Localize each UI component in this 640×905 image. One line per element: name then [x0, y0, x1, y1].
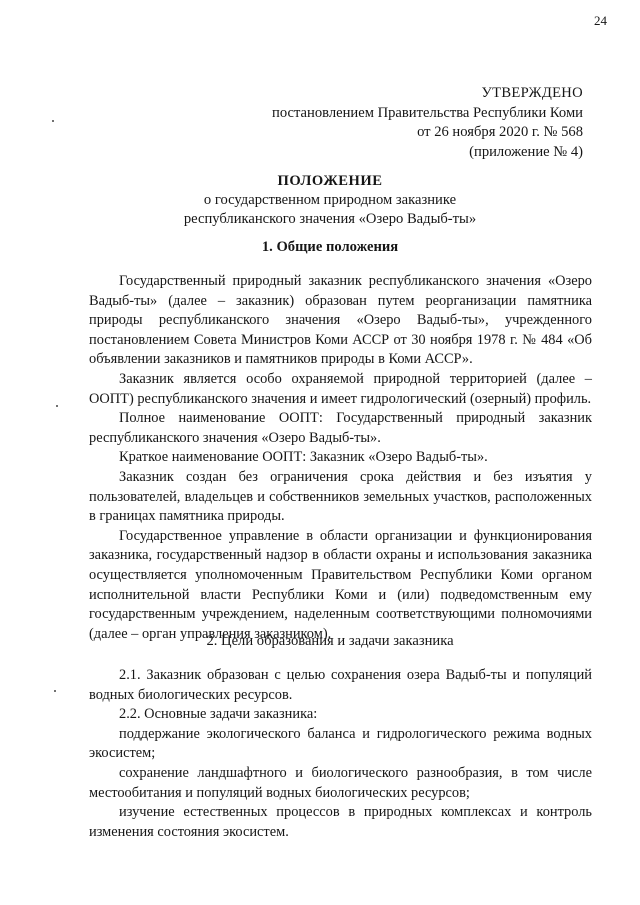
- paragraph: Государственный природный заказник республиканского значения «Озеро Вадыб-ты» (далее – заказник) образован путем реорганизации памятника природы республиканского значения «Озеро Вадыб-ты», учрежденного постановлением Совета Министров Коми АССР от 30 ноября 1978 г. № 484 «Об объявлении заказников и памятников природы в Коми АССР».: [89, 273, 592, 368]
- approval-stamp-block: [272, 84, 583, 162]
- paragraph: Краткое наименование ООПТ: Заказник «Озеро Вадыб-ты».: [119, 449, 488, 466]
- paragraph: Заказник создан без ограничения срока действия и без изъятия у пользователей, владельцев и собственников земельных участков, расположенных в границах памятника природы.: [89, 468, 592, 525]
- paragraph: сохранение ландшафтного и биологического разнообразия, в том числе местообитания и популяций водных биологических ресурсов;: [89, 764, 592, 801]
- paragraph: Государственное управление в области организации и функционирования заказника, государственный надзор в области охраны и использования заказника осуществляется уполномоченным Правительством Республики Коми органом исполнительной власти Республики Коми и (или) подведомственным ему государственным учреждением, наделенным соответствующими полномочиями (далее – орган управления заказником).: [89, 527, 592, 642]
- paragraph: 2.1. Заказник образован с целью сохранения озера Вадыб-ты и популяций водных биологических ресурсов.: [89, 667, 592, 703]
- scan-speck: [56, 405, 58, 407]
- paragraph: изучение естественных процессов в природных комплексах и контроль изменения состояния экосистем.: [89, 804, 592, 840]
- approval-appendix: (приложение № 4): [469, 143, 583, 160]
- document-title: ПОЛОЖЕНИЕ: [277, 173, 383, 189]
- section-1-body: [89, 272, 592, 644]
- paragraph: поддержание экологического баланса и гидрологического режима водных экосистем;: [89, 725, 592, 762]
- paragraph: Полное наименование ООПТ: Государственный природный заказник республиканского значения «Озеро Вадыб-ты».: [89, 410, 592, 446]
- document-subtitle-line-1: о государственном природном заказнике: [203, 192, 457, 208]
- document-subtitle-line-2: республиканского значения «Озеро Вадыб-ты»: [183, 211, 477, 227]
- section-2-body: [89, 666, 592, 842]
- paragraph: 2.2. Основные задачи заказника:: [119, 706, 318, 723]
- section-1-heading: 1. Общие положения: [261, 239, 399, 255]
- paragraph: Заказник является особо охраняемой природной территорией (далее – ООПТ) республиканского значения и имеет гидрологический (озерный) профиль.: [89, 370, 592, 407]
- scan-speck: [54, 690, 56, 692]
- page-number: 24: [594, 13, 607, 28]
- document-title-block: [40, 172, 620, 229]
- approval-date: от 26 ноября 2020 г. № 568: [417, 124, 583, 141]
- approval-authority: постановлением Правительства Республики Коми: [272, 104, 583, 121]
- section-2-heading: 2. Цели образования и задачи заказника: [206, 633, 454, 649]
- scan-speck: [52, 120, 54, 122]
- approval-heading: УТВЕРЖДЕНО: [481, 85, 583, 101]
